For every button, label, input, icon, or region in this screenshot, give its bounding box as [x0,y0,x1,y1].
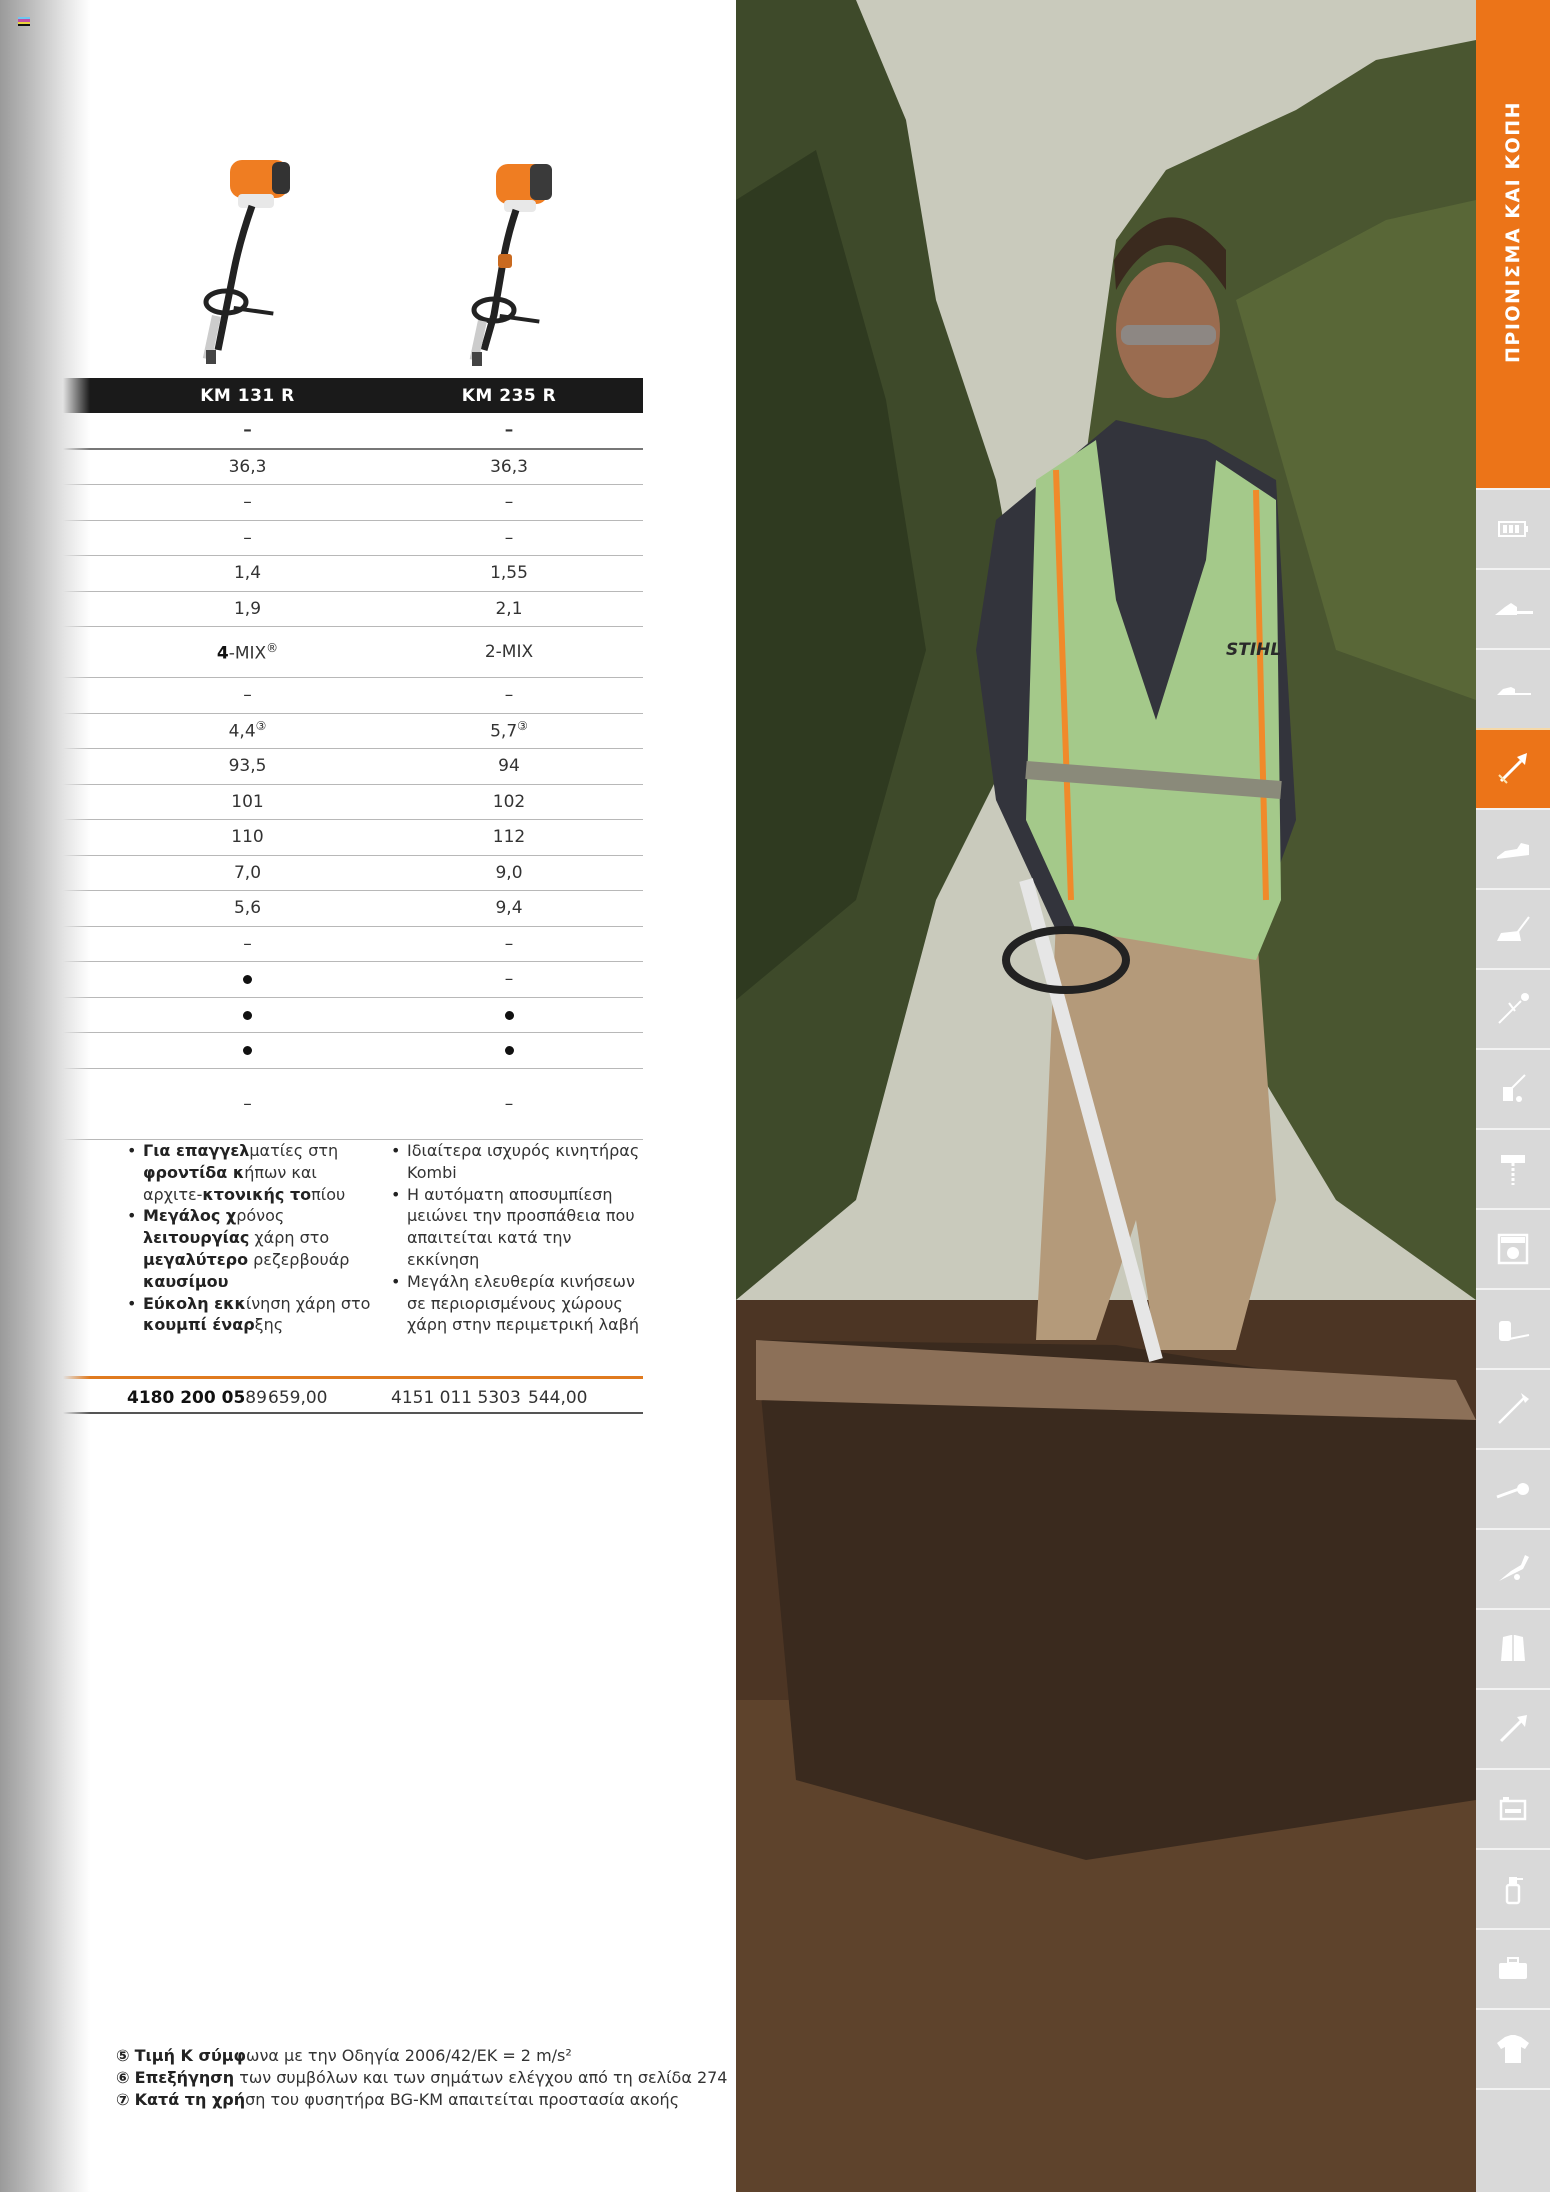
cell-km131r: 1,4 [120,556,375,592]
cell-km235r: – [375,678,643,714]
nav-brushcutter[interactable] [1476,968,1550,1048]
feature-item: • Η αυτόματη αποσυμπίεση μειώνει την προσπάθεια που απαιτείται κατά την εκκίνηση [391,1184,641,1271]
nav-cut-off-saw[interactable] [1476,808,1550,888]
cell-km235r: 94 [375,749,643,785]
cell-km235r: – [375,1068,643,1139]
table-row [0,520,643,556]
column-header-km131r: KM 131 R [120,378,375,413]
earth-auger-icon [1491,1147,1535,1191]
km235r-features [391,1140,641,1336]
sprayer-icon [1491,1547,1535,1591]
nav-empty-slot [1476,2088,1550,2192]
section-title: ΠΡΙΟΝΙΣΜΑ ΚΑΙ ΚΟΠΗ [1502,100,1524,364]
table-row [0,449,643,485]
nav-apparel[interactable] [1476,2008,1550,2088]
cell-km235r [375,1033,643,1069]
table-row [0,713,643,749]
table-row [0,556,643,592]
nav-generator[interactable] [1476,1208,1550,1288]
table-row [0,413,643,449]
cell-km235r: 36,3 [375,449,643,485]
table-row [0,749,643,785]
spec-page [0,0,736,2192]
tshirt-icon [1491,2027,1535,2071]
km235r-price: 544,00 [528,1388,588,1408]
table-row [0,926,643,962]
nav-sprayer[interactable] [1476,1528,1550,1608]
color-calibration-mark [18,17,30,26]
table-row [0,485,643,521]
km131r-order-number: 4180 200 0589 [127,1388,267,1408]
table-row [0,1068,643,1139]
cut-off-saw-icon [1491,827,1535,871]
nav-backpack-blower[interactable] [1476,1288,1550,1368]
feature-item: • Μεγάλος χρόνος λειτουργίας χάρη στο μεγαλύτερο ρεζερβουάρ καυσίμου [127,1205,377,1292]
footnote-5: ⑤ Τιμή K σύμφωνα με την Οδηγία 2006/42/ΕΚ = 2 m/s² [116,2046,572,2065]
cell-km131r: – [120,485,375,521]
nav-protective-wear[interactable] [1476,1608,1550,1688]
label-column-header [0,378,120,413]
feature-included-dot [243,1046,252,1055]
tiller-icon [1491,1067,1535,1111]
feature-lists [0,1140,643,1372]
cell-km131r: 93,5 [120,749,375,785]
footnote-7: ⑦ Κατά τη χρήση του φυσητήρα BG-KM απαιτείται προστασία ακοής [116,2090,680,2109]
cell-km235r: 2,1 [375,591,643,627]
cell-km235r: 102 [375,784,643,820]
cell-km235r: 9,4 [375,891,643,927]
photo-illustration [736,0,1476,2192]
cell-km131r: 4,4③ [120,713,375,749]
feature-item: • Μεγάλη ελευθερία κινήσεων σε περιορισμένους χώρους χάρη στην περιμετρική λαβή [391,1271,641,1336]
km131r-price: 659,00 [268,1388,328,1408]
feature-item: • Ιδιαίτερα ισχυρός κινητήρας Kombi [391,1140,641,1184]
cell-km131r: 101 [120,784,375,820]
feature-included-dot [243,975,252,984]
order-divider [0,1376,643,1379]
cell-km235r: – [375,485,643,521]
backpack-blower-icon [1491,1307,1535,1351]
cell-km131r: 110 [120,820,375,856]
hero-photo-worker-with-kombi-tool [736,0,1476,2192]
cell-km235r: 5,7③ [375,713,643,749]
nav-care-products[interactable] [1476,1848,1550,1928]
table-row [0,962,643,998]
km235r-product-image [450,150,570,370]
chainsaw-large-icon [1491,587,1535,631]
cell-km131r: 36,3 [120,449,375,485]
cell-km235r: 2-MIX [375,627,643,678]
cell-km235r [375,997,643,1033]
table-row [0,997,643,1033]
cell-km131r [120,997,375,1033]
cell-km235r: 9,0 [375,855,643,891]
brushcutter-icon [1491,987,1535,1031]
toolbox-icon [1491,1947,1535,1991]
cell-km235r: – [375,520,643,556]
blower-icon [1491,1467,1535,1511]
cell-km235r: – [375,413,643,449]
cell-km131r [120,962,375,998]
table-row [0,627,643,678]
table-row [0,891,643,927]
nav-blower[interactable] [1476,1448,1550,1528]
svg-text:STIHL: STIHL [1226,640,1282,660]
km131r-product-image [190,150,310,370]
nav-tiller[interactable] [1476,1048,1550,1128]
product-images [0,150,643,375]
feature-included-dot [505,1011,514,1020]
generator-icon [1491,1227,1535,1271]
feature-item: • Για επαγγελματίες στη φροντίδα κήπων και αρχιτε-κτονικής τοπίου [127,1140,377,1205]
feature-item: • Εύκολη εκκίνηση χάρη στο κουμπί έναρξης [127,1293,377,1337]
cell-km235r: – [375,926,643,962]
cell-km131r: – [120,678,375,714]
nav-axe[interactable] [1476,1688,1550,1768]
cell-km131r: – [120,520,375,556]
cell-km235r: – [375,962,643,998]
spec-table-header [0,378,643,413]
spec-table [0,378,643,1140]
footnotes [116,2045,727,2111]
cell-km235r: 112 [375,820,643,856]
nav-toolbox[interactable] [1476,1928,1550,2008]
feature-included-dot [243,1011,252,1020]
nav-battery[interactable] [1476,488,1550,568]
cell-km131r: 5,6 [120,891,375,927]
table-row [0,855,643,891]
lawn-mower-icon [1491,907,1535,951]
table-row [0,820,643,856]
cell-km131r: – [120,413,375,449]
nav-pole-pruner[interactable] [1476,1368,1550,1448]
order-row [0,1382,643,1414]
nav-earth-auger[interactable] [1476,1128,1550,1208]
footnote-6: ⑥ Επεξήγηση των συμβόλων και των σημάτων ελέγχου από τη σελίδα 274 [116,2068,728,2087]
protective-jacket-icon [1491,1627,1535,1671]
storage-box-icon [1491,1787,1535,1831]
table-row [0,678,643,714]
cell-km131r [120,1033,375,1069]
spray-bottle-icon [1491,1867,1535,1911]
cell-km131r: 7,0 [120,855,375,891]
cell-km131r: – [120,926,375,962]
km235r-order-number: 4151 011 5303 [391,1388,521,1408]
chainsaw-small-icon [1491,667,1535,711]
cell-km131r: 4-MIX® [120,627,375,678]
battery-icon [1491,507,1535,551]
table-row [0,1033,643,1069]
section-tab [1476,0,1550,488]
nav-kombi-trimmer[interactable] [1476,728,1550,808]
cell-km235r: 1,55 [375,556,643,592]
axe-icon [1491,1707,1535,1751]
column-header-km235r: KM 235 R [375,378,643,413]
pole-pruner-icon [1491,1387,1535,1431]
cell-km131r: – [120,1068,375,1139]
nav-lawn-mower[interactable] [1476,888,1550,968]
feature-included-dot [505,1046,514,1055]
km131r-features [127,1140,377,1336]
nav-chainsaw-large[interactable] [1476,568,1550,648]
kombi-trimmer-icon [1491,747,1535,791]
cell-km131r: 1,9 [120,591,375,627]
nav-storage[interactable] [1476,1768,1550,1848]
category-sidebar [1476,0,1550,2192]
nav-chainsaw-small[interactable] [1476,648,1550,728]
table-row [0,784,643,820]
table-row [0,591,643,627]
